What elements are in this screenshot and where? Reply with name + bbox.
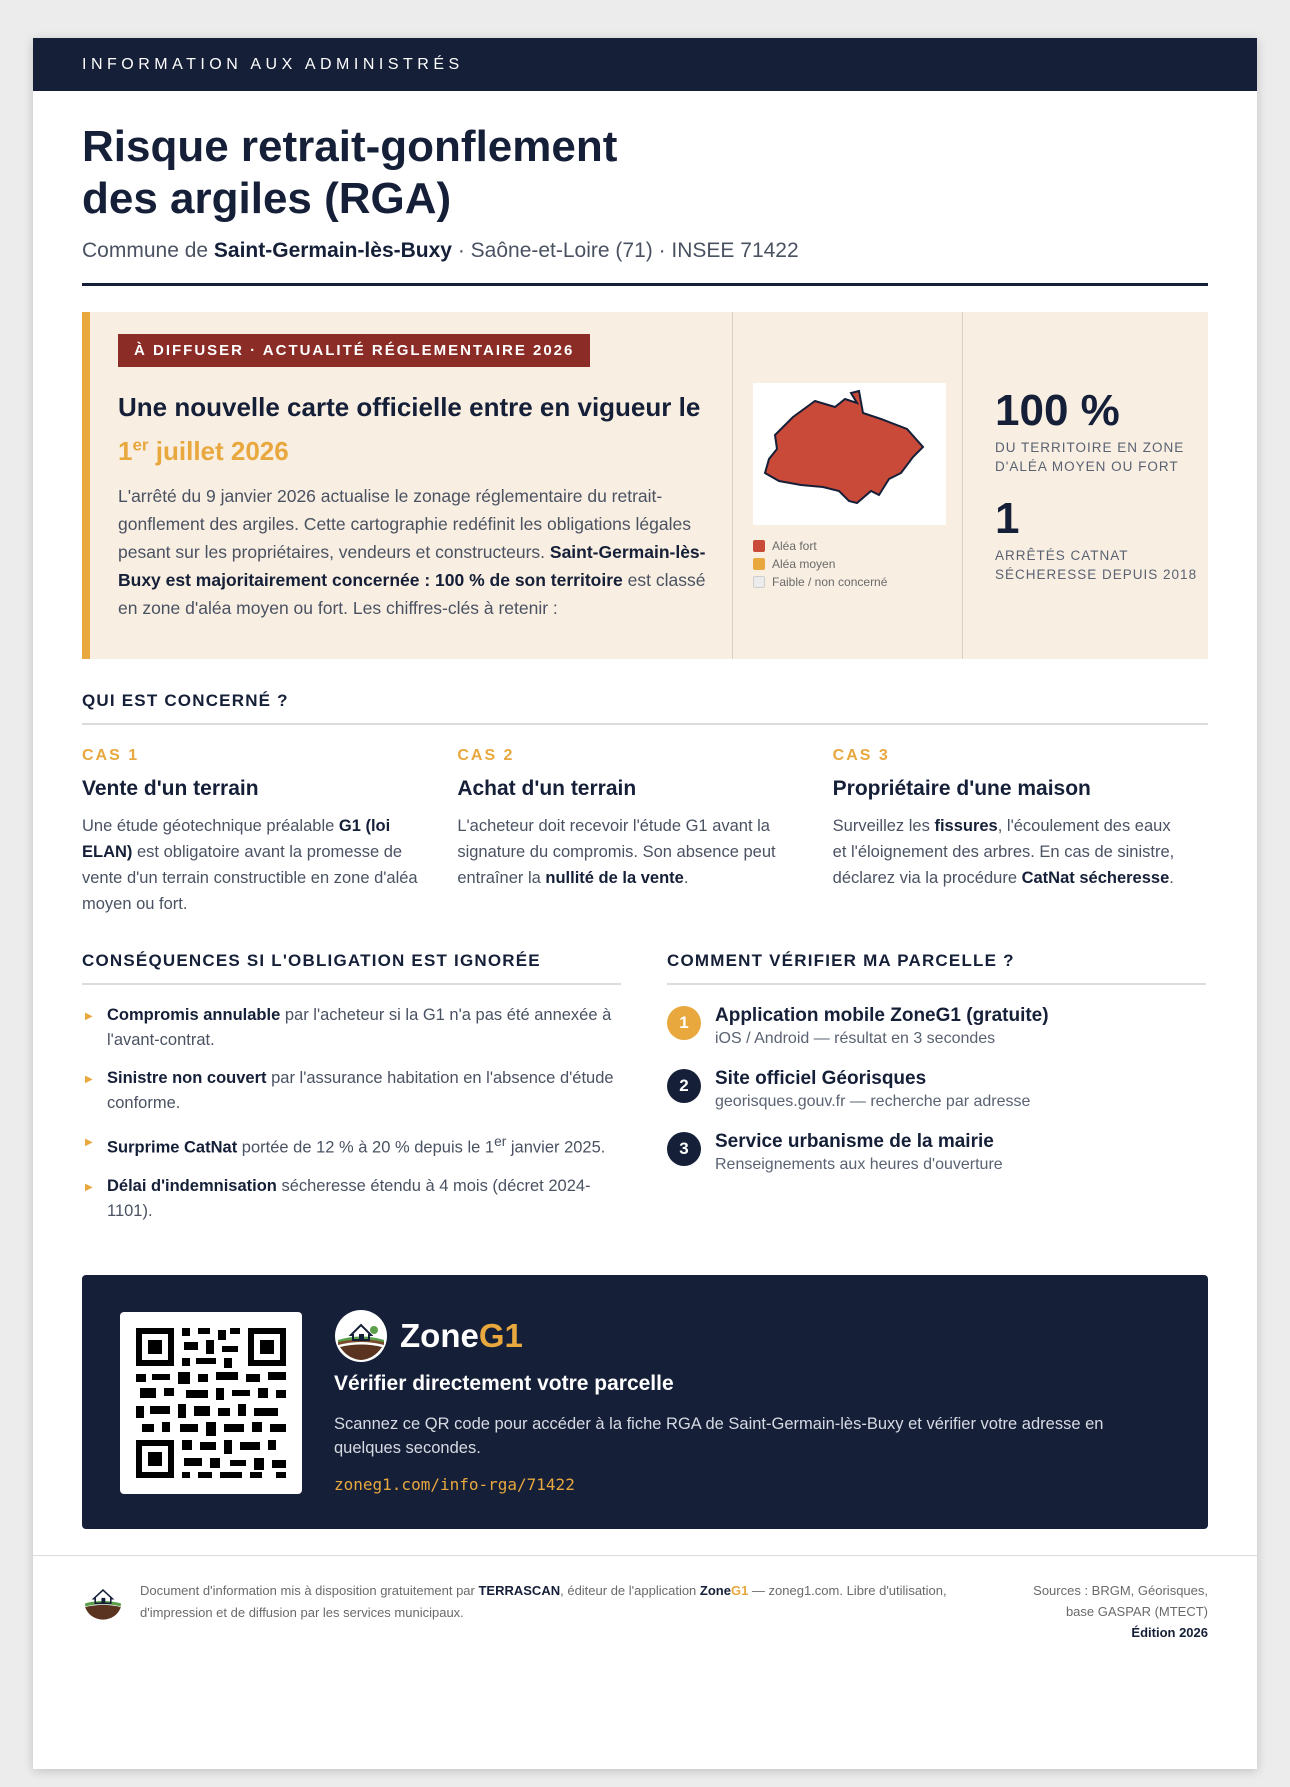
consequence-item: ▶ Délai d'indemnisation sécheresse étendu à 4 mois (décret 2024-1101). [85,1176,591,1220]
heading-start: Une nouvelle carte officielle entre en vigueur le [118,392,701,422]
callout-divider [732,312,733,659]
commune-shape [753,383,946,525]
consequence-item: ▶ Surprime CatNat portée de 12 % à 20 % depuis le 1er janvier 2025. [82,1129,621,1161]
footer-divider [33,1555,1257,1556]
case-title: Achat d'un terrain [457,777,637,800]
commune-prefix: Commune de [82,239,214,262]
section-divider [82,983,621,985]
case-card [82,747,457,917]
bullet-icon: ▶ [85,1181,93,1193]
legend-item-high: Aléa fort [753,537,887,555]
top-banner [33,38,1257,91]
case-card [833,747,1208,917]
key-figures [995,388,1197,584]
zoneg1-banner [82,1275,1208,1529]
commune-name: Saint-Germain-lès-Buxy [213,239,452,262]
brand-name: ZoneG1 [400,1316,523,1354]
title-divider [82,283,1208,286]
footer-text: Document d'information mis à disposition gratuitement par TERRASCAN, éditeur de l'application ZoneG1 — zoneg1.com. Libre d'utilisation, d'impression et de diffusion par les services municipaux. [140,1582,947,1620]
step-number: 1 [667,1006,701,1040]
footer-sources: Sources : BRGM, Géorisques, base GASPAR (MTECT) Édition 2026 [1033,1580,1208,1643]
banner-text: Scannez ce QR code pour accéder à la fiche RGA de Saint-Germain-lès-Buxy et vérifier votre adresse en quelques secondes. [334,1414,1104,1457]
case-label: CAS 2 [457,747,515,764]
step-number: 2 [667,1069,701,1103]
callout-heading [118,389,708,470]
map-legend [753,537,887,591]
stat-value: 1 [995,494,1020,543]
step-title: Application mobile ZoneG1 (gratuite) [715,1005,1049,1026]
heading-date: 1er juillet 2026 [118,435,289,466]
stat-catnat [995,496,1197,584]
case-label: CAS 1 [82,747,140,764]
case-text: Surveillez les fissures, l'écoulement des eaux et l'éloignement des arbres. En cas de sinistre, déclarez via la procédure CatNat sécheresse. [832,817,1175,887]
consequences-section [82,951,621,1237]
case-title: Vente d'un terrain [82,777,259,800]
legend-item-low: Faible / non concerné [753,573,887,591]
case-text: L'acheteur doit recevoir l'étude G1 avant la signature du compromis. Son absence peut entraîner la nullité de la vente. [457,817,776,887]
legend-item-medium: Aléa moyen [753,555,887,573]
case-card [457,747,832,917]
stat-territory [995,388,1197,476]
banner-url-link[interactable]: zoneg1.com/info-rga/71422 [334,1474,575,1494]
qr-code-icon [120,1312,302,1494]
diffusion-tag: À DIFFUSER · ACTUALITÉ RÉGLEMENTAIRE 2026 [118,334,590,367]
bullet-icon: ▶ [85,1137,93,1148]
section-divider [667,983,1206,985]
step-number: 3 [667,1132,701,1166]
case-title: Propriétaire d'une maison [832,777,1091,800]
commune-map [753,383,946,525]
top-banner-label: INFORMATION AUX ADMINISTRÉS [82,55,464,73]
edition-label: Édition 2026 [1131,1624,1208,1640]
stats-divider [962,312,963,659]
section-title: QUI EST CONCERNÉ ? [82,691,289,710]
qr-code[interactable] [120,1312,302,1494]
case-label: CAS 3 [832,747,890,764]
section-title: CONSÉQUENCES SI L'OBLIGATION EST IGNORÉE [82,951,541,970]
zoneg1-brand [334,1309,523,1363]
stat-label: ARRÊTÉS CATNAT SÉCHERESSE DEPUIS 2018 [995,548,1198,582]
page-title: Risque retrait-gonflement des argiles (RGA) [82,122,618,223]
section-divider [82,723,1208,725]
stat-label: DU TERRITOIRE EN ZONE D'ALÉA MOYEN OU FORT [995,440,1185,474]
stat-value: 100 % [995,386,1120,435]
footer [82,1580,1208,1640]
commune-subtitle [82,239,1208,263]
info-sheet [33,38,1257,1769]
verify-step [667,1005,1206,1048]
callout-body: L'arrêté du 9 janvier 2026 actualise le zonage réglementaire du retrait-gonflement des argiles. Cette cartographie redéfinit les obligations légales pesant sur les propriétaires, vendeurs et constructeurs. Saint-Germain-lès-Buxy est majoritairement concernée : 100 % de son territoire est classé en zone d'aléa moyen ou fort. Les chiffres-clés à retenir : [118,485,706,618]
case-text: Une étude géotechnique préalable G1 (loi ELAN) est obligatoire avant la promesse de vente d'un terrain constructible en zone d'aléa moyen ou fort. [82,817,418,913]
commune-details: · Saône-et-Loire (71) · INSEE 71422 [451,239,799,262]
step-subtitle: georisques.gouv.fr — recherche par adresse [715,1093,1031,1110]
step-title: Service urbanisme de la mairie [715,1131,994,1152]
verify-step [667,1131,1206,1174]
step-title: Site officiel Géorisques [715,1068,927,1089]
terrascan-logo-icon [82,1580,124,1622]
banner-heading: Vérifier directement votre parcelle [334,1371,674,1395]
zoneg1-logo-icon [334,1309,388,1363]
consequence-item: ▶ Sinistre non couvert par l'assurance habitation en l'absence d'étude conforme. [85,1069,614,1112]
section-title: COMMENT VÉRIFIER MA PARCELLE ? [667,951,1015,970]
concerned-section [82,691,1208,917]
verify-section [667,951,1206,1237]
regulation-callout [82,312,1208,659]
step-subtitle: iOS / Android — résultat en 3 secondes [715,1030,996,1047]
consequence-item: ▶ Compromis annulable par l'acheteur si la G1 n'a pas été annexée à l'avant-contrat. [85,1006,612,1049]
verify-step [667,1068,1206,1111]
bullet-icon: ▶ [85,1011,93,1022]
bullet-icon: ▶ [85,1074,93,1085]
step-subtitle: Renseignements aux heures d'ouverture [715,1156,1003,1173]
